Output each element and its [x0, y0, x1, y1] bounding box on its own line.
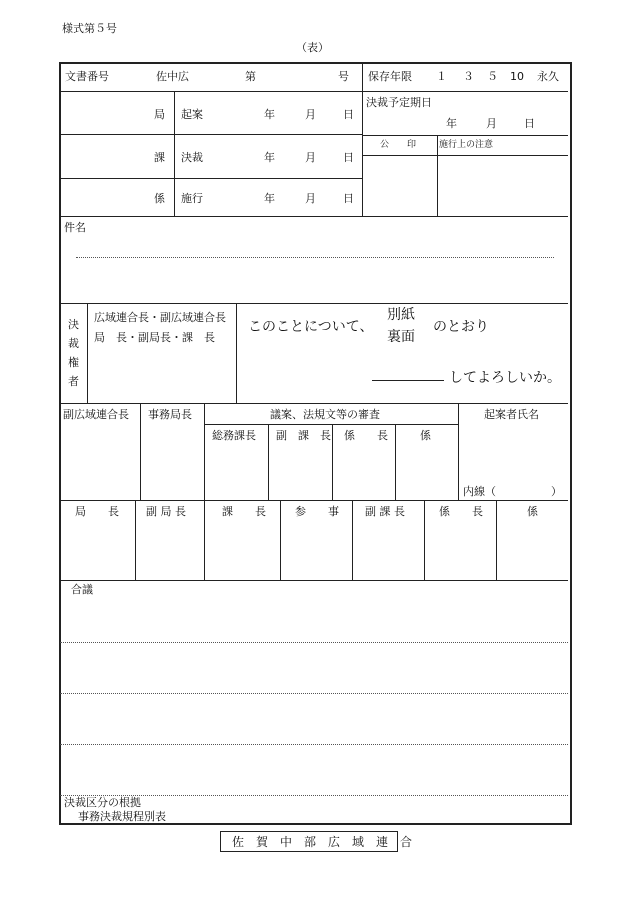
- year-unit: 年: [264, 192, 275, 205]
- extension-label: 内線（ ）: [463, 485, 562, 498]
- org-name: 佐 賀 中 部 広 域 連 合: [232, 835, 413, 849]
- authority-char: 裁: [68, 337, 79, 350]
- retention-label: 保存年限: [368, 70, 412, 83]
- review-col: 副 課 長: [276, 429, 331, 442]
- authority-char: 権: [68, 356, 79, 369]
- vice-chief-label: 副広域連合長: [63, 408, 129, 421]
- doc-number-label: 文書番号: [65, 70, 109, 83]
- table-rule: [204, 404, 205, 500]
- month-unit: 月: [486, 117, 497, 130]
- day-unit: 日: [343, 192, 354, 205]
- table-rule: [174, 92, 175, 216]
- doc-dai: 第: [245, 70, 256, 83]
- option-besshi[interactable]: 別紙: [387, 307, 415, 323]
- dotted-rule: [76, 257, 554, 258]
- table-rule: [60, 134, 362, 135]
- subject-label: 件名: [64, 221, 86, 234]
- approver-col: 副 局 長: [146, 505, 186, 518]
- dotted-rule: [60, 693, 568, 694]
- table-rule: [204, 501, 205, 580]
- retention-option[interactable]: ３: [463, 70, 474, 83]
- basis-label: 決裁区分の根拠: [64, 796, 141, 809]
- year-unit: 年: [446, 117, 457, 130]
- day-unit: 日: [524, 117, 535, 130]
- table-rule: [395, 425, 396, 500]
- month-unit: 月: [305, 192, 316, 205]
- year-unit: 年: [264, 108, 275, 121]
- table-rule: [140, 404, 141, 500]
- table-rule: [60, 303, 568, 304]
- review-col: 総務課長: [212, 429, 256, 442]
- review-title: 議案、法規文等の審査: [270, 408, 380, 421]
- retention-option[interactable]: １: [436, 70, 447, 83]
- authority-char: 者: [68, 375, 79, 388]
- table-rule: [60, 91, 568, 92]
- table-rule: [458, 404, 459, 500]
- month-unit: 月: [305, 151, 316, 164]
- approver-col: 参 事: [295, 505, 339, 518]
- approver-col: 係: [527, 505, 538, 518]
- table-rule: [372, 380, 444, 381]
- table-rule: [268, 425, 269, 500]
- month-unit: 月: [305, 108, 316, 121]
- dotted-rule: [60, 744, 568, 745]
- table-rule: [60, 580, 568, 581]
- review-col: 係 長: [344, 429, 388, 442]
- drafter-label: 起案者氏名: [484, 408, 539, 421]
- doc-go: 号: [338, 70, 349, 83]
- draft-label: 起案: [181, 108, 203, 121]
- dotted-rule: [60, 642, 568, 643]
- level-kakari: 係: [154, 192, 165, 205]
- retention-option[interactable]: ５: [487, 70, 498, 83]
- consultation-label: 合議: [71, 583, 93, 596]
- table-rule: [437, 135, 438, 216]
- table-rule: [60, 500, 568, 501]
- table-rule: [363, 155, 568, 156]
- option-rimen[interactable]: 裏面: [387, 329, 415, 345]
- form-frame: [59, 62, 572, 825]
- approver-col: 局 長: [75, 505, 119, 518]
- level-kyoku: 局: [154, 108, 165, 121]
- notes-label: 施行上の注意: [439, 140, 494, 150]
- authority-line2: 局 長・副局長・課 長: [94, 331, 215, 344]
- authority-closing: してよろしいか。: [449, 370, 561, 386]
- table-rule: [362, 63, 363, 216]
- review-col: 係: [420, 429, 431, 442]
- authority-char: 決: [68, 318, 79, 331]
- level-ka: 課: [154, 151, 165, 164]
- authority-text-pre: このことについて、: [248, 319, 374, 335]
- retention-option[interactable]: 永久: [537, 70, 559, 83]
- scheduled-date-label: 決裁予定期日: [366, 96, 432, 109]
- table-rule: [352, 501, 353, 580]
- approver-col: 課 長: [222, 505, 266, 518]
- retention-option[interactable]: 10: [510, 70, 524, 83]
- table-rule: [332, 425, 333, 500]
- seal-label: 公 印: [380, 140, 417, 150]
- authority-text-post: のとおり: [433, 319, 489, 335]
- table-rule: [60, 178, 362, 179]
- side-label: （表）: [296, 41, 329, 54]
- form-number: 様式第５号: [62, 22, 117, 35]
- enforce-label: 施行: [181, 192, 203, 205]
- year-unit: 年: [264, 151, 275, 164]
- table-rule: [135, 501, 136, 580]
- table-rule: [280, 501, 281, 580]
- authority-line1: 広域連合長・副広域連合長: [94, 311, 226, 324]
- day-unit: 日: [343, 108, 354, 121]
- approver-col: 係 長: [439, 505, 483, 518]
- table-rule: [60, 216, 568, 217]
- decision-label: 決裁: [181, 151, 203, 164]
- table-rule: [363, 135, 568, 136]
- table-rule: [424, 501, 425, 580]
- day-unit: 日: [343, 151, 354, 164]
- doc-prefix: 佐中広: [156, 70, 189, 83]
- table-rule: [236, 304, 237, 403]
- table-rule: [60, 403, 568, 404]
- basis-value: 事務決裁規程別表: [78, 810, 166, 823]
- table-rule: [87, 304, 88, 403]
- table-rule: [496, 501, 497, 580]
- approver-col: 副 課 長: [365, 505, 405, 518]
- secretary-label: 事務局長: [148, 408, 192, 421]
